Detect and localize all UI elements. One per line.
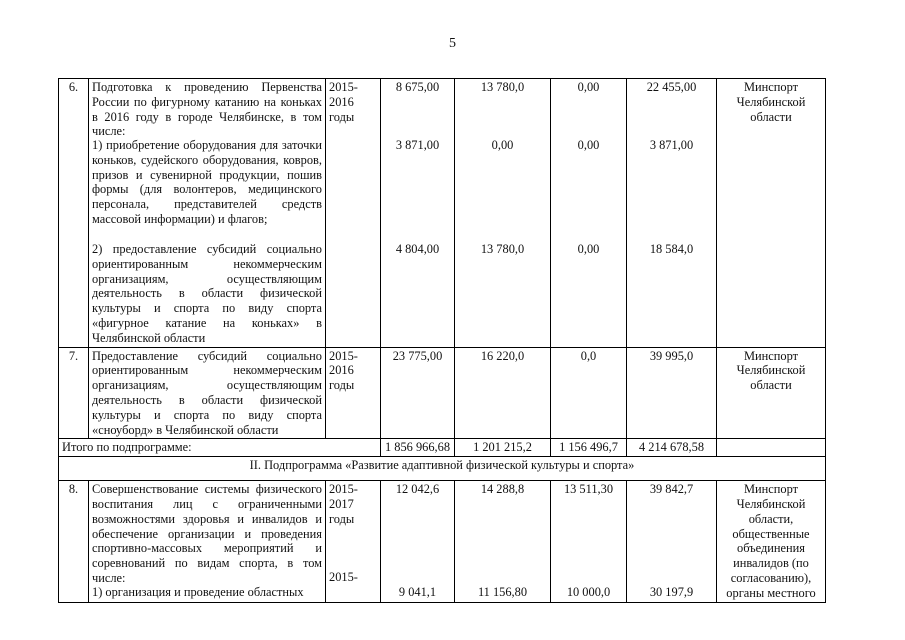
row-description: Предоставление субсидий социально ориентированным некоммерческим организациям, осуществляющим деятельность в области физической культуры и спорта по виду спорта «сноуборд» в Челябинской области	[89, 347, 326, 439]
total-value: 4 214 678,58	[627, 439, 717, 457]
value: 23 775,00	[381, 347, 455, 439]
total-label: Итого по подпрограмме:	[59, 439, 381, 457]
value: 0,00	[577, 242, 600, 256]
sub-item-text: 2) предоставление субсидий социально ориентированным некоммерческим организациям, осуществляющим деятельность в области физической культуры и спорта по виду спорта «фигурное катание на коньках» в Челябинской области	[92, 242, 322, 345]
value: 11 156,80	[477, 585, 528, 600]
sub-period-text: 2015-	[329, 570, 358, 585]
page-number: 5	[449, 36, 456, 51]
value: 39 842,7	[649, 482, 694, 497]
row-period: 2015-2016 годы	[326, 79, 381, 348]
row-number: 8.	[59, 481, 89, 602]
table-row	[59, 347, 826, 439]
value-col-1	[381, 79, 455, 348]
value-col-3	[551, 79, 627, 348]
value: 9 041,1	[398, 585, 437, 600]
value: 0,0	[551, 347, 627, 439]
value: 30 197,9	[649, 585, 694, 600]
value: 13 780,0	[480, 242, 525, 256]
value-col-2	[455, 79, 551, 348]
value: 12 042,6	[395, 482, 440, 497]
row-description	[89, 481, 326, 602]
value: 39 995,0	[627, 347, 717, 439]
row-title: Подготовка к проведению Первенства России по фигурному катанию на коньках в 2016 году в городе Челябинске, в том числе:	[92, 80, 322, 139]
value: 10 000,0	[566, 585, 611, 600]
value: 3 871,00	[395, 138, 440, 152]
value: 8 675,00	[395, 80, 440, 94]
value-col-3	[551, 481, 627, 602]
value: 14 288,8	[480, 482, 525, 497]
value: 3 871,00	[649, 138, 694, 152]
row-title: Совершенствование системы физического воспитания лиц с ограниченными возможностями здоровья и инвалидов и обеспечение организации и проведения спортивно-массовых мероприятий и соревнований по видам спорта, в том числе:	[92, 482, 322, 585]
value-col-4	[627, 79, 717, 348]
row-period	[326, 481, 381, 602]
row-executor: Минспорт Челябинской области, общественные объединения инвалидов (по согласованию), органы местного	[717, 481, 826, 602]
total-value: 1 156 496,7	[551, 439, 627, 457]
row-period: 2015-2016 годы	[326, 347, 381, 439]
value: 18 584,0	[649, 242, 694, 256]
sub-item-text: 1) приобретение оборудования для заточки коньков, судейского оборудования, ковров, призов и сувенирной продукции, пошив формы (для волонтеров, медицинского персонала, представителей средств массовой информации) и флагов;	[92, 138, 322, 226]
total-value: 1 856 966,68	[381, 439, 455, 457]
table-row	[59, 79, 826, 348]
period-text: 2015-2017 годы	[329, 482, 358, 526]
value: 0,00	[577, 80, 600, 94]
program-table	[58, 78, 826, 603]
value-col-2	[455, 481, 551, 602]
value: 0,00	[577, 138, 600, 152]
value: 13 511,30	[563, 482, 614, 497]
value: 16 220,0	[455, 347, 551, 439]
row-number: 6.	[59, 79, 89, 348]
row-number: 7.	[59, 347, 89, 439]
table-row	[59, 481, 826, 602]
total-empty	[717, 439, 826, 457]
sub-item-text: 1) организация и проведение областных	[92, 585, 304, 600]
value-col-4	[627, 481, 717, 602]
total-value: 1 201 215,2	[455, 439, 551, 457]
value: 0,00	[491, 138, 514, 152]
value-col-1	[381, 481, 455, 602]
row-executor: Минспорт Челябинской области	[717, 79, 826, 348]
section-title: II. Подпрограмма «Развитие адаптивной физической культуры и спорта»	[59, 457, 826, 481]
total-row	[59, 439, 826, 457]
value: 4 804,00	[395, 242, 440, 256]
row-description	[89, 79, 326, 348]
value: 22 455,00	[646, 80, 697, 94]
value: 13 780,0	[480, 80, 525, 94]
row-executor: Минспорт Челябинской области	[717, 347, 826, 439]
section-row	[59, 457, 826, 481]
